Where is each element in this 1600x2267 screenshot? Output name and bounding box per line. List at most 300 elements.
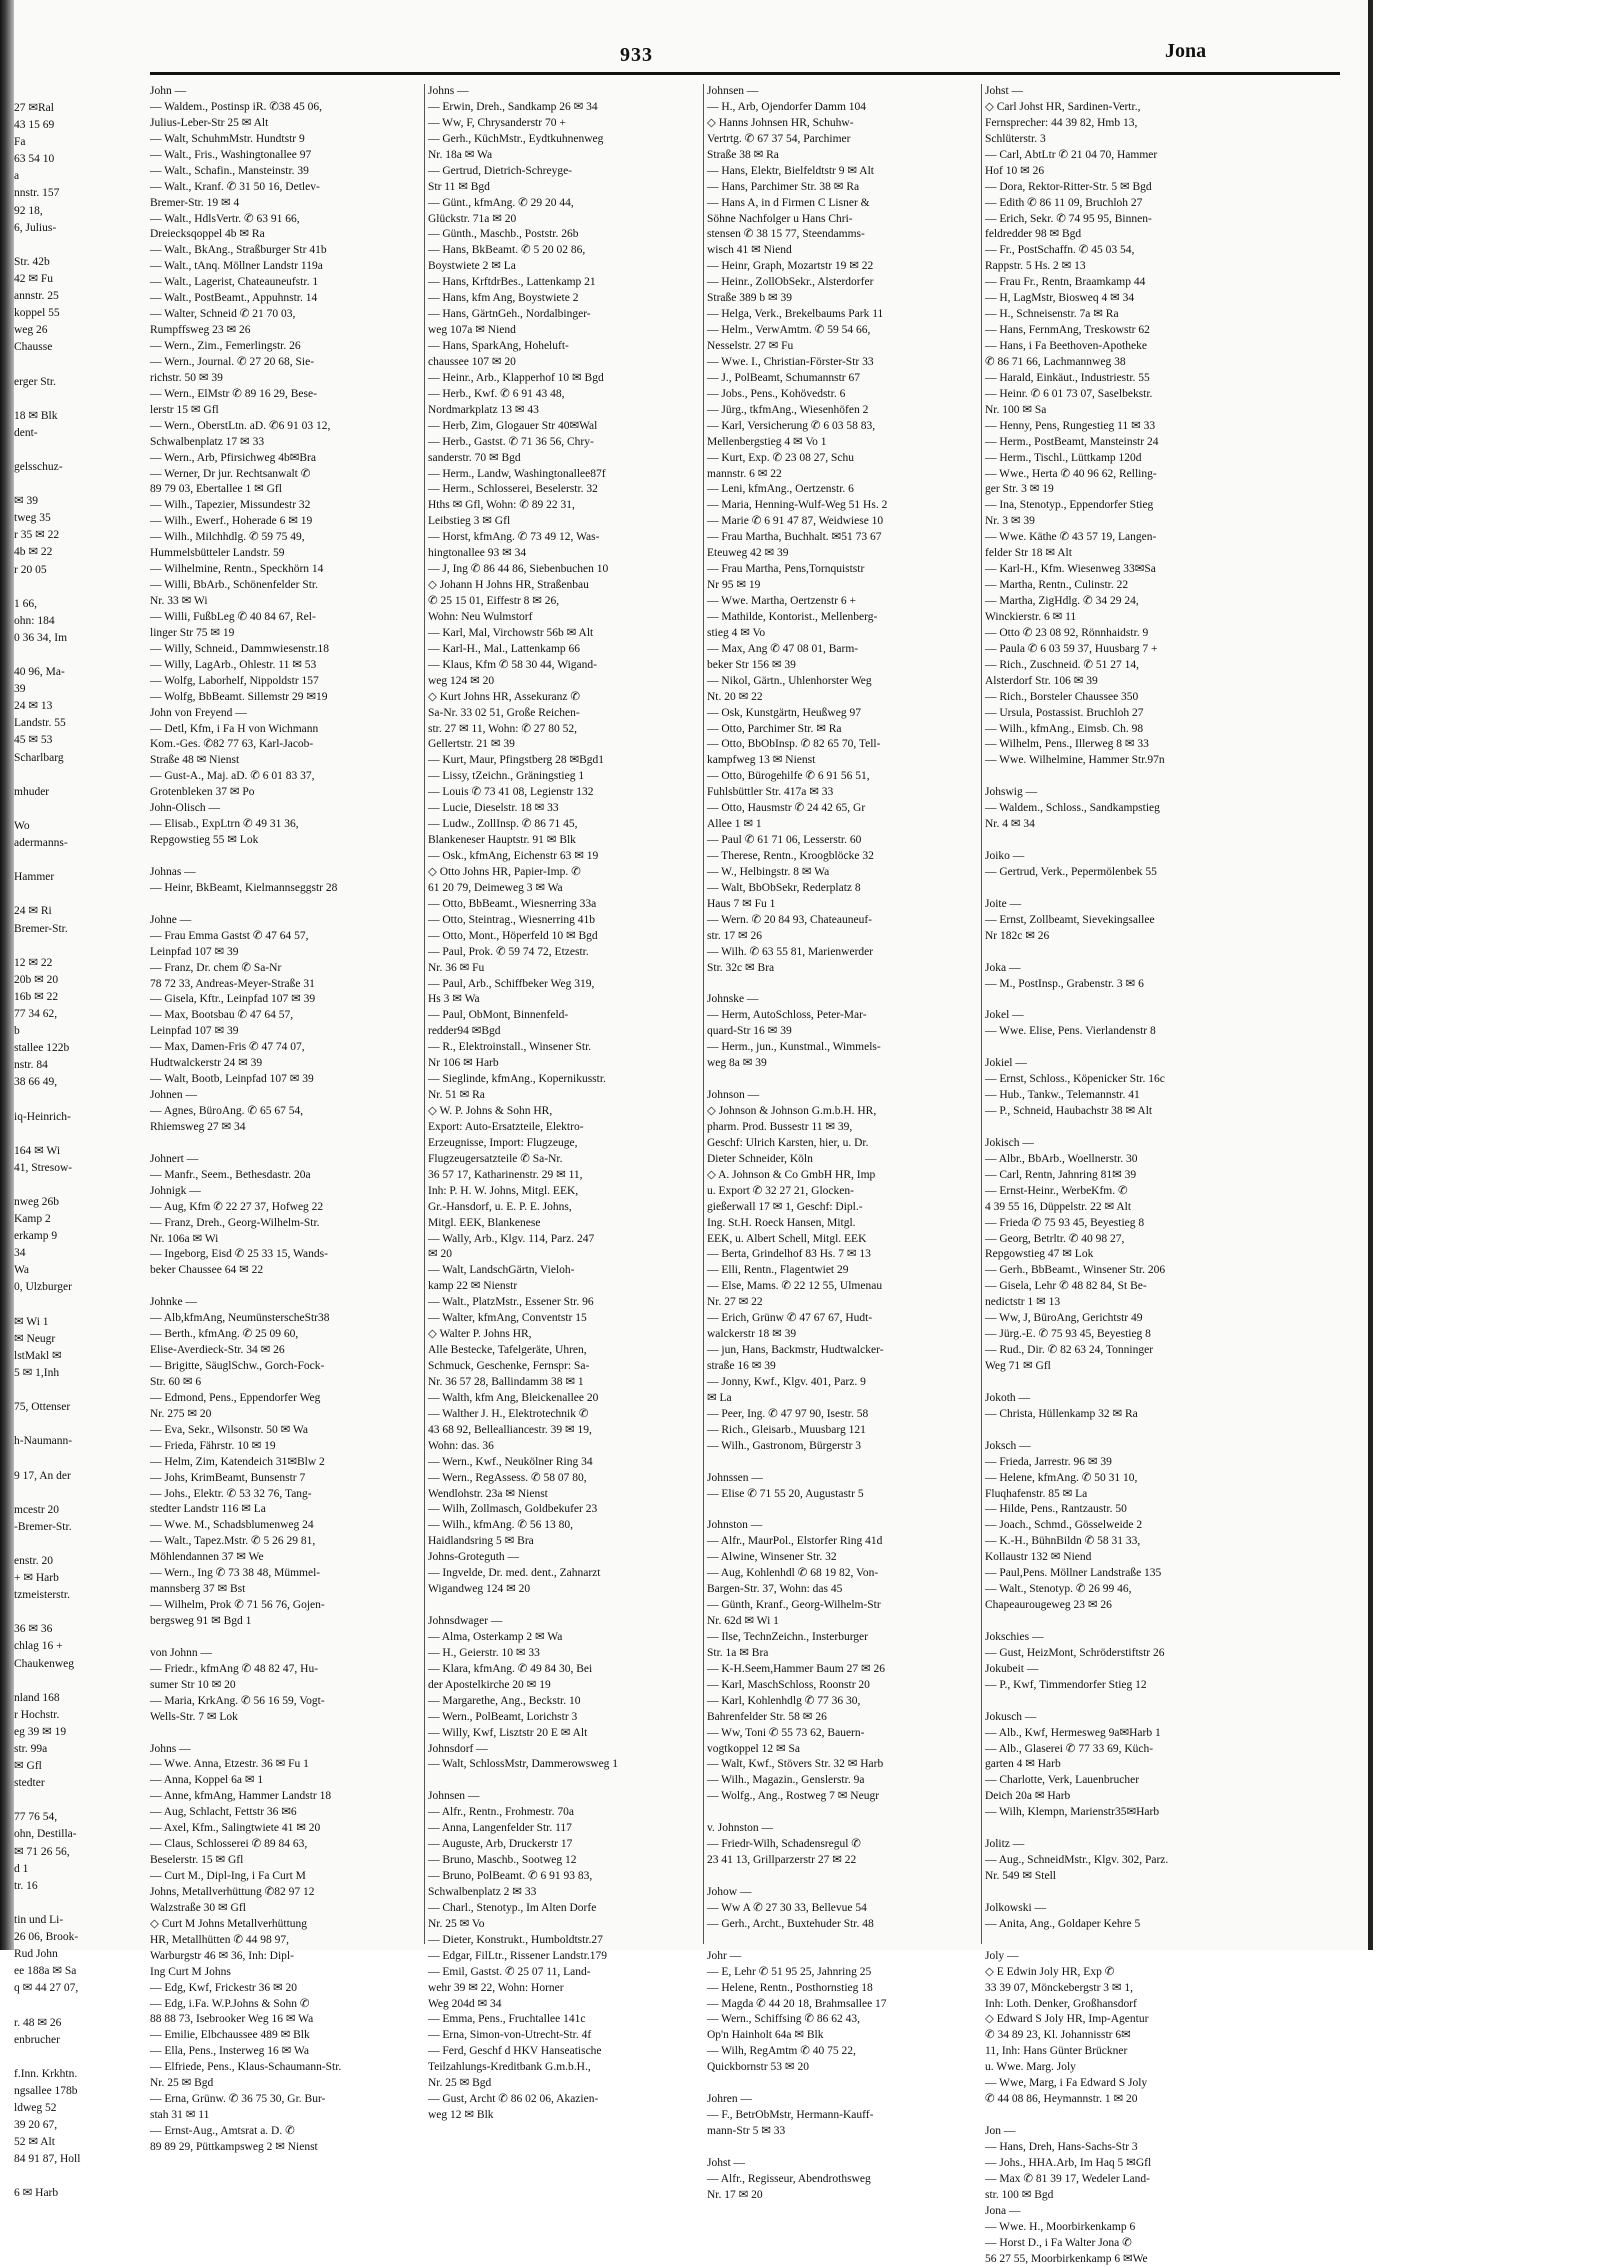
directory-line: Rappstr. 5 Hs. 2 ✉ 13 [985,259,1258,275]
directory-line: Johren — [707,2092,980,2108]
previous-page-strip [14,100,139,1920]
directory-line: — Walt., Lagerist, Chateauneufstr. 1 [150,275,423,291]
directory-line: — Anna, Koppel 6a ✉ 1 [150,1773,423,1789]
directory-line [985,1885,1258,1901]
directory-line: — Axel, Kfm., Salingtwiete 41 ✉ 20 [150,1821,423,1837]
directory-line: Fernsprecher: 44 39 82, Hmb 13, [985,116,1258,132]
directory-line: — Frau Fr., Rentn, Braamkamp 44 [985,275,1258,291]
directory-line: Hof 10 ✉ 26 [985,164,1258,180]
strip-line: ✉ Gfl [14,1758,139,1775]
strip-line: + ✉ Harb [14,1570,139,1587]
directory-line: — Kurt, Maur, Pfingstberg 28 ✉Bgd1 [428,753,701,769]
directory-line: Blankeneser Hauptstr. 91 ✉ Blk [428,833,701,849]
directory-line: — Helene, Rentn., Posthornstieg 18 [707,1981,980,1997]
directory-line: Ing. St.H. Roeck Hansen, Mitgl. [707,1216,980,1232]
directory-line: Jolitz — [985,1837,1258,1853]
directory-line: 36 57 17, Katharinenstr. 29 ✉ 11, [428,1168,701,1184]
directory-line: — Franz, Dr. chem ✆ Sa-Nr [150,961,423,977]
directory-line [985,2108,1258,2124]
directory-line: Johnen — [150,1088,423,1104]
directory-line: — Friedr-Wilh, Schadensregul ✆ [707,1837,980,1853]
directory-line: — Günt., kfmAng. ✆ 29 20 44, [428,196,701,212]
directory-line: — Aug, Kohlenhdl ✆ 68 19 82, Von- [707,1566,980,1582]
directory-line: 11, Inh: Hans Günter Brückner [985,2044,1258,2060]
directory-line: redder94 ✉Bgd [428,1024,701,1040]
directory-line: — Herm., PostBeamt, Mansteinstr 24 [985,435,1258,451]
directory-line: ◇ Kurt Johns HR, Assekuranz ✆ [428,690,701,706]
directory-line: mannsberg 37 ✉ Bst [150,1582,423,1598]
directory-line: Johns, Metallverhüttung ✆82 97 12 [150,1885,423,1901]
strip-line [14,1536,139,1553]
strip-line: ohn: 184 [14,613,139,630]
directory-line: — Paul, ObMont, Binnenfeld- [428,1008,701,1024]
strip-line: Wa [14,1262,139,1279]
directory-line: Söhne Nachfolger u Hans Chri- [707,212,980,228]
directory-line: — Günth., Maschb., Poststr. 26b [428,227,701,243]
directory-line: Jon — [985,2124,1258,2140]
directory-line: Johns-Groteguth — [428,1550,701,1566]
directory-line: — Berta, Grindelhof 83 Hs. 7 ✉ 13 [707,1247,980,1263]
directory-line: linger Str 75 ✉ 19 [150,626,423,642]
directory-line: Nr. 25 ✉ Bgd [150,2076,423,2092]
column-1 [150,84,423,2156]
directory-line: — Martha, ZigHdlg. ✆ 34 29 24, [985,594,1258,610]
directory-line: Bremer-Str. 19 ✉ 4 [150,196,423,212]
strip-line [14,1485,139,1502]
directory-line: — Ludw., ZollInsp. ✆ 86 71 45, [428,817,701,833]
directory-line: — Gerh., KüchMstr., Eydtkuhnenweg [428,132,701,148]
directory-line: — Wern., ElMstr ✆ 89 16 29, Bese- [150,387,423,403]
directory-line: — Wolfg., Ang., Rostweg 7 ✉ Neugr [707,1789,980,1805]
directory-line: — Wwe. I., Christian-Förster-Str 33 [707,355,980,371]
directory-line: der Apostelkirche 20 ✉ 19 [428,1678,701,1694]
directory-line: — Alwine, Winsener Str. 32 [707,1550,980,1566]
directory-line: Nesselstr. 27 ✉ Fu [707,339,980,355]
strip-line: ✉ 39 [14,493,139,510]
directory-line: Joite — [985,897,1258,913]
directory-line: — Agnes, BüroAng. ✆ 65 67 54, [150,1104,423,1120]
directory-line: — jun, Hans, Backmstr, Hudtwalcker- [707,1343,980,1359]
directory-line: stieg 4 ✉ Vo [707,626,980,642]
directory-line: — Ingvelde, Dr. med. dent., Zahnarzt [428,1566,701,1582]
directory-line: Gellertstr. 21 ✉ 39 [428,737,701,753]
directory-line: Johswig — [985,785,1258,801]
directory-line: — Harald, Einkäut., Industriestr. 55 [985,371,1258,387]
directory-line: John von Freyend — [150,706,423,722]
strip-line: 6, Julius- [14,220,139,237]
directory-line: Nr. 17 ✉ 20 [707,2188,980,2204]
strip-line: adermanns- [14,835,139,852]
strip-line: 12 ✉ 22 [14,955,139,972]
directory-line: — Paul ✆ 61 71 06, Lesserstr. 60 [707,833,980,849]
directory-line: — Ferd, Geschf d HKV Hanseatische [428,2044,701,2060]
strip-line: Fa [14,134,139,151]
directory-line: — Erna, Simon-von-Utrecht-Str. 4f [428,2028,701,2044]
strip-line: dent- [14,425,139,442]
directory-line: — Wilh., Magazin., Genslerstr. 9a [707,1773,980,1789]
directory-line: — Ww, J, BüroAng, Gerichtstr 49 [985,1311,1258,1327]
strip-line: d 1 [14,1861,139,1878]
directory-line: — Walt, SchuhmMstr. Hundtstr 9 [150,132,423,148]
strip-line [14,1382,139,1399]
directory-line: ◇ W. P. Johns & Sohn HR, [428,1104,701,1120]
directory-line: Nr. 36 57 28, Ballindamm 38 ✉ 1 [428,1375,701,1391]
directory-line: John-Olisch — [150,801,423,817]
directory-line: — Jonny, Kwf., Klgv. 401, Parz. 9 [707,1375,980,1391]
directory-line: Hs 3 ✉ Wa [428,992,701,1008]
directory-line: — Wwe. Käthe ✆ 43 57 19, Langen- [985,530,1258,546]
directory-line: u. Wwe. Marg. Joly [985,2060,1258,2076]
directory-line: Johnert — [150,1152,423,1168]
directory-line: — Walt, Bootb, Leinpfad 107 ✉ 39 [150,1072,423,1088]
directory-line: — Walt., PostBeamt., Appuhnstr. 14 [150,291,423,307]
directory-line: — Herb., Gastst. ✆ 71 36 56, Chry- [428,435,701,451]
directory-line: sumer Str 10 ✉ 20 [150,1678,423,1694]
directory-line: — Gisela, Lehr ✆ 48 82 84, St Be- [985,1279,1258,1295]
directory-line: — Rud., Dir. ✆ 82 63 24, Tonninger [985,1343,1258,1359]
directory-line: — Wwe., Herta ✆ 40 96 62, Relling- [985,467,1258,483]
directory-line: — Hub., Tankw., Telemannstr. 41 [985,1088,1258,1104]
directory-line: Johst — [985,84,1258,100]
strip-line: 45 ✉ 53 [14,732,139,749]
directory-line: — H, LagMstr, Biosweq 4 ✉ 34 [985,291,1258,307]
strip-line: Chaukenweg [14,1656,139,1673]
directory-line: Joly — [985,1949,1258,1965]
directory-line: — Wilh., Ewerf., Hoherade 6 ✉ 19 [150,514,423,530]
directory-line: — Ww A ✆ 27 30 33, Bellevue 54 [707,1901,980,1917]
directory-line: — Herm., Landw, Washingtonallee87f [428,467,701,483]
strip-line: Scharlbarg [14,750,139,767]
directory-line: kamp 22 ✉ Nienstr [428,1279,701,1295]
directory-line: — R., Elektroinstall., Winsener Str. [428,1040,701,1056]
strip-line: ngsallee 178b [14,2083,139,2100]
strip-line: stedter [14,1775,139,1792]
directory-line: — Wilh, Klempn, Marienstr35✉Harb [985,1805,1258,1821]
page-edge [1368,0,1373,1950]
strip-line [14,1997,139,2014]
directory-line: — Wern., Journal. ✆ 27 20 68, Sie- [150,355,423,371]
strip-line [14,1177,139,1194]
directory-line: — Otto, Mont., Höperfeld 10 ✉ Bgd [428,929,701,945]
directory-line: Mellenbergstieg 4 ✉ Vo 1 [707,435,980,451]
strip-line: r Hochstr. [14,1707,139,1724]
directory-line: Nr. 106a ✉ Wi [150,1232,423,1248]
directory-line: — Alb,kfmAng, NeumünsterscheStr38 [150,1311,423,1327]
directory-line: — Willi, BbArb., Schönenfelder Str. [150,578,423,594]
directory-line: Nr. 100 ✉ Sa [985,403,1258,419]
directory-line: — Herm., Tischl., Lüttkamp 120d [985,451,1258,467]
directory-line: Nr 182c ✉ 26 [985,929,1258,945]
directory-line: — Hans, kfm Ang, Boystwiete 2 [428,291,701,307]
directory-line [707,1805,980,1821]
directory-line: — Hans, SparkAng, Hoheluft- [428,339,701,355]
directory-line: — K.-H., BühnBildn ✆ 58 31 33, [985,1534,1258,1550]
directory-line: — Mathilde, Kontorist., Mellenberg- [707,610,980,626]
directory-line: sanderstr. 70 ✉ Bgd [428,451,701,467]
directory-line: — Walt., Stenotyp. ✆ 26 99 46, [985,1582,1258,1598]
directory-line: — Anna, Langenfelder Str. 117 [428,1821,701,1837]
directory-line: — Willi, FußbLeg ✆ 40 84 67, Rel- [150,610,423,626]
directory-line: — Helga, Verk., Brekelbaums Park 11 [707,307,980,323]
directory-line: Straße 48 ✉ Nienst [150,753,423,769]
directory-line: — Otto, BbBeamt., Wiesnerring 33a [428,897,701,913]
directory-line: — Frieda, Fährstr. 10 ✉ 19 [150,1439,423,1455]
directory-line: — P., Schneid, Haubachstr 38 ✉ Alt [985,1104,1258,1120]
strip-line: mcestr 20 [14,1502,139,1519]
directory-line: Jokisch — [985,1136,1258,1152]
directory-line: — Carl, Rentn, Jahnring 81✉ 39 [985,1168,1258,1184]
directory-line: — Wwe. Wilhelmine, Hammer Str.97n [985,753,1258,769]
directory-line: wehr 39 ✉ 22, Wohn: Horner [428,1981,701,1997]
strip-line: ✉ Neugr [14,1331,139,1348]
directory-line: — Wern., Ing ✆ 73 38 48, Mümmel- [150,1566,423,1582]
directory-line: EEK, u. Albert Schell, Mitgl. EEK [707,1232,980,1248]
directory-line: Nr. 25 ✉ Vo [428,1917,701,1933]
strip-line: -Bremer-Str. [14,1519,139,1536]
directory-line: — Ww, Toni ✆ 55 73 62, Bauern- [707,1726,980,1742]
strip-line: 20b ✉ 20 [14,972,139,989]
directory-line: — Herm, AutoSchloss, Peter-Mar- [707,1008,980,1024]
strip-line: q ✉ 44 27 07, [14,1980,139,1997]
directory-line: — Wolfg, BbBeamt. Sillemstr 29 ✉19 [150,690,423,706]
strip-line: 0 36 34, Im [14,630,139,647]
directory-line: Johnsen — [428,1789,701,1805]
directory-line: — Jürg., tkfmAng., Wiesenhöfen 2 [707,403,980,419]
directory-line [428,1598,701,1614]
directory-line: lerstr 15 ✉ Gfl [150,403,423,419]
directory-line [985,1375,1258,1391]
directory-line [985,1821,1258,1837]
directory-line: Jona — [985,2204,1258,2220]
directory-line: Alsterdorf Str. 106 ✉ 39 [985,674,1258,690]
directory-line: — Erich, Sekr. ✆ 74 95 95, Binnen- [985,212,1258,228]
strip-line: 52 ✉ Alt [14,2134,139,2151]
directory-line: bergsweg 91 ✉ Bgd 1 [150,1614,423,1630]
directory-line: Export: Auto-Ersatzteile, Elektro- [428,1120,701,1136]
directory-line: ✉ La [707,1391,980,1407]
strip-line [14,1450,139,1467]
directory-line: garten 4 ✉ Harb [985,1757,1258,1773]
strip-line: 1 66, [14,596,139,613]
strip-line: lstMakl ✉ [14,1348,139,1365]
strip-line [14,767,139,784]
directory-line: — Gust-A., Maj. aD. ✆ 6 01 83 37, [150,769,423,785]
directory-line: — H., Geierstr. 10 ✉ 33 [428,1646,701,1662]
directory-line: Nr. 62d ✉ Wi 1 [707,1614,980,1630]
directory-line: 56 27 55, Moorbirkenkamp 6 ✉We [985,2252,1258,2267]
directory-line: nedictstr 1 ✉ 13 [985,1295,1258,1311]
directory-line: — Hans, KrftdrBes., Lattenkamp 21 [428,275,701,291]
directory-line: 23 41 13, Grillparzerstr 27 ✉ 22 [707,1853,980,1869]
strip-line: 24 ✉ 13 [14,698,139,715]
directory-line: chaussee 107 ✉ 20 [428,355,701,371]
directory-line: — Elfriede, Pens., Klaus-Schaumann-Str. [150,2060,423,2076]
directory-line: stah 31 ✉ 11 [150,2108,423,2124]
directory-line: Johnsdorf — [428,1742,701,1758]
directory-line: — Willy, Kwf, Lisztstr 20 E ✉ Alt [428,1726,701,1742]
strip-line: iq-Heinrich- [14,1109,139,1126]
directory-line: — Wern., Zim., Femerlingstr. 26 [150,339,423,355]
directory-line: — Wilhelmine, Rentn., Speckhörn 14 [150,562,423,578]
directory-line: mannstr. 6 ✉ 22 [707,467,980,483]
directory-line: — Hans, GärtnGeh., Nordalbinger- [428,307,701,323]
directory-line: 78 72 33, Andreas-Meyer-Straße 31 [150,977,423,993]
column-2 [428,84,701,2124]
directory-line: Johow — [707,1885,980,1901]
strip-line: 27 ✉Ral [14,100,139,117]
directory-line: — Wilh., Gastronom, Bürgerstr 3 [707,1439,980,1455]
directory-line [707,1455,980,1471]
directory-line: — Wwe. M., Schadsblumenweg 24 [150,1518,423,1534]
directory-line: — Herb., Kwf. ✆ 6 91 43 48, [428,387,701,403]
strip-line: 92 18, [14,203,139,220]
strip-line: ✉ Wi 1 [14,1314,139,1331]
directory-line: — Willy, LagArb., Ohlestr. 11 ✉ 53 [150,658,423,674]
directory-line: Rhiemsweg 27 ✉ 34 [150,1120,423,1136]
directory-line: Teilzahlungs-Kreditbank G.m.b.H., [428,2060,701,2076]
directory-line: Jokusch — [985,1710,1258,1726]
directory-line: — Gerh., BbBeamt., Winsener Str. 206 [985,1263,1258,1279]
directory-line: — Nikol, Gärtn., Uhlenhorster Weg [707,674,980,690]
strip-line: 36 ✉ 36 [14,1621,139,1638]
strip-line: ohn, Destilla- [14,1826,139,1843]
directory-line: — Ww, F, Chrysanderstr 70 + [428,116,701,132]
directory-line: Johns — [428,84,701,100]
directory-line: Schwalbenplatz 2 ✉ 33 [428,1885,701,1901]
directory-line: Johnas — [150,865,423,881]
strip-line [14,1126,139,1143]
directory-line: richstr. 50 ✉ 39 [150,371,423,387]
directory-line: Schmuck, Geschenke, Fernspr: Sa- [428,1359,701,1375]
directory-line: — E, Lehr ✆ 51 95 25, Jahnring 25 [707,1965,980,1981]
directory-line: — Aug, Schlacht, Fettstr 36 ✉6 [150,1805,423,1821]
directory-line: Nr. 275 ✉ 20 [150,1407,423,1423]
directory-line: — Wern., Kwf., Neukölner Ring 34 [428,1455,701,1471]
strip-line [14,1604,139,1621]
directory-line: — Henny, Pens, Rungestieg 11 ✉ 33 [985,419,1258,435]
directory-line: — Heinr., ZollObSekr., Alsterdorfer [707,275,980,291]
directory-line: — Herm., Schlosserei, Beselerstr. 32 [428,482,701,498]
directory-line: ◇ Hanns Johnsen HR, Schuhw- [707,116,980,132]
directory-line: Haus 7 ✉ Fu 1 [707,897,980,913]
directory-line [707,1072,980,1088]
directory-line [985,833,1258,849]
directory-line: — Walther J. H., Elektrotechnik ✆ [428,1407,701,1423]
directory-line: Boystwiete 2 ✉ La [428,259,701,275]
directory-line: — Manfr., Seem., Bethesdastr. 20a [150,1168,423,1184]
directory-line: — Alfr., MaurPol., Elstorfer Ring 41d [707,1534,980,1550]
directory-line: — Ilse, TechnZeichn., Insterburger [707,1630,980,1646]
directory-line: beker Chaussee 64 ✉ 22 [150,1263,423,1279]
strip-line: 26 06, Brook- [14,1929,139,1946]
strip-line [14,356,139,373]
directory-line: — Martha, Rentn., Culinstr. 22 [985,578,1258,594]
directory-line: — Max, Bootsbau ✆ 47 64 57, [150,1008,423,1024]
strip-line [14,938,139,955]
directory-line: — Wwe. Anna, Etzestr. 36 ✉ Fu 1 [150,1757,423,1773]
directory-line: — Rich., Zuschneid. ✆ 51 27 14, [985,658,1258,674]
directory-line: — Friedr., kfmAng ✆ 48 82 47, Hu- [150,1662,423,1678]
directory-line: — Walt., BkAng., Straßburger Str 41b [150,243,423,259]
directory-line: — Walth, kfm Ang, Bleickenallee 20 [428,1391,701,1407]
directory-line [707,1502,980,1518]
directory-line: Bahrenfelder Str. 58 ✉ 26 [707,1710,980,1726]
strip-line: 0, Ulzburger [14,1279,139,1296]
strip-line: 4b ✉ 22 [14,544,139,561]
strip-line: nnstr. 157 [14,185,139,202]
directory-line: — Waldem., Schloss., Sandkampstieg [985,801,1258,817]
directory-line: — Herb, Zim, Glogauer Str 40✉Wal [428,419,701,435]
column-4 [985,84,1258,2267]
header-rule [150,72,1340,75]
directory-line: — Ingeborg, Eisd ✆ 25 33 15, Wands- [150,1247,423,1263]
directory-line: — Aug., SchneidMstr., Klgv. 302, Parz. [985,1853,1258,1869]
directory-line: — Ernst-Aug., Amtsrat a. D. ✆ [150,2124,423,2140]
strip-line: nweg 26b [14,1194,139,1211]
strip-line: erkamp 9 [14,1228,139,1245]
directory-line: Jolkowski — [985,1901,1258,1917]
directory-line: — Wwe. H., Moorbirkenkamp 6 [985,2220,1258,2236]
directory-line: Nr. 3 ✉ 39 [985,514,1258,530]
directory-line: Wigandweg 124 ✉ 20 [428,1582,701,1598]
directory-line: — K-H.Seem,Hammer Baum 27 ✉ 26 [707,1662,980,1678]
directory-line: Geschf: Ulrich Karsten, hier, u. Dr. [707,1136,980,1152]
directory-line: — Max, Ang ✆ 47 08 01, Barm- [707,642,980,658]
strip-line: annstr. 25 [14,288,139,305]
strip-line: Str. 42b [14,254,139,271]
directory-line: — Wolfg, Laborhelf, Nippoldstr 157 [150,674,423,690]
directory-line: — Curt M., Dipl-Ing, i Fa Curt M [150,1869,423,1885]
directory-line: Glückstr. 71a ✉ 20 [428,212,701,228]
directory-line: Johnsen — [707,84,980,100]
directory-line: Johne — [150,913,423,929]
directory-line: Johst — [707,2156,980,2172]
directory-line: vogtkoppel 12 ✉ Sa [707,1742,980,1758]
strip-line: Hammer [14,869,139,886]
directory-line: — Max, Damen-Fris ✆ 47 74 07, [150,1040,423,1056]
strip-line: h-Naumann- [14,1433,139,1450]
directory-line: — Ella, Pens., Insterweg 16 ✉ Wa [150,2044,423,2060]
directory-line: — Walt, BbObSekr, Rederplatz 8 [707,881,980,897]
directory-line: 88 88 73, Isebrooker Weg 16 ✉ Wa [150,2012,423,2028]
directory-line: — Ernst-Heinr., WerbeKfm. ✆ [985,1184,1258,1200]
directory-line: Allee 1 ✉ 1 [707,817,980,833]
page-number: 933 [620,44,653,67]
strip-line: 84 91 87, Holl [14,2151,139,2168]
directory-line: — Berth., kfmAng. ✆ 25 09 60, [150,1327,423,1343]
directory-line: Leinpfad 107 ✉ 39 [150,1024,423,1040]
strip-line: mhuder [14,784,139,801]
directory-line: str. 100 ✉ Bgd [985,2188,1258,2204]
strip-line: Rud John [14,1946,139,1963]
directory-line: gießerwall 17 ✉ 1, Geschf: Dipl.- [707,1200,980,1216]
directory-line: — Hans, Parchimer Str. 38 ✉ Ra [707,180,980,196]
directory-line: — Günth, Kranf., Georg-Wilhelm-Str [707,1598,980,1614]
directory-line: — Ernst, Zollbeamt, Sievekingsallee [985,913,1258,929]
directory-line: kampfweg 13 ✉ Nienst [707,753,980,769]
strip-line: 38 66 49, [14,1074,139,1091]
directory-line: weg 8a ✉ 39 [707,1056,980,1072]
strip-line: r 35 ✉ 22 [14,527,139,544]
directory-line: Warburgstr 46 ✉ 36, Inh: Dipl- [150,1949,423,1965]
column-divider [981,84,982,1944]
directory-line: — Wilh., kfmAng. ✆ 56 13 80, [428,1518,701,1534]
directory-line: Gr.-Hansdorf, u. E. P. E. Johns, [428,1200,701,1216]
directory-line: — Otto, Bürogehilfe ✆ 6 91 56 51, [707,769,980,785]
directory-line: Schwalbenplatz 17 ✉ 33 [150,435,423,451]
strip-line: 34 [14,1245,139,1262]
directory-line: — Hans, Elektr, Bielfeldtstr 9 ✉ Alt [707,164,980,180]
